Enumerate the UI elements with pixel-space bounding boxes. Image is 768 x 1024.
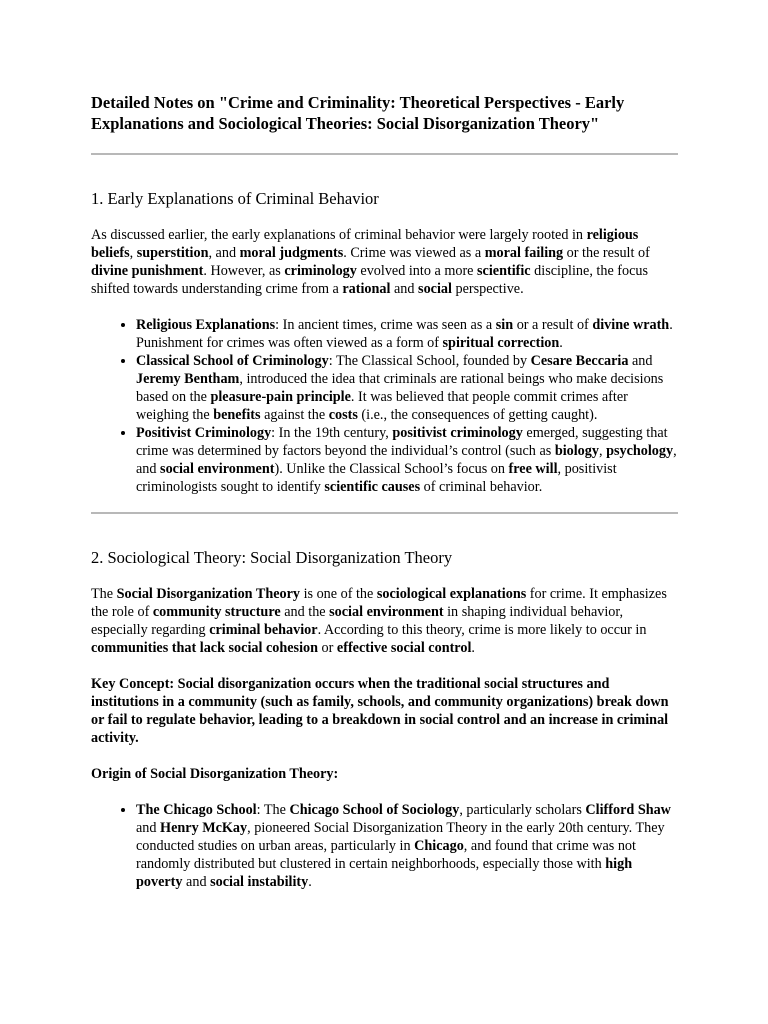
- section-1-intro: [91, 226, 678, 298]
- text-run: evolved into a more: [356, 263, 478, 279]
- text-run: . It was believed that people commit crimes after weighing the: [136, 389, 628, 423]
- bold-term: social environment: [329, 604, 444, 620]
- bold-term: social environment: [160, 461, 275, 477]
- text-run: and: [390, 281, 419, 297]
- bold-term: The Chicago School: [136, 802, 257, 818]
- text-run: (i.e., the consequences of getting caught).: [357, 407, 598, 423]
- text-run: and the: [280, 604, 330, 620]
- text-run: and: [136, 820, 161, 836]
- bold-term: religious beliefs: [91, 227, 639, 261]
- bold-term: Henry McKay: [160, 820, 248, 836]
- divider-1: [91, 153, 678, 155]
- bold-term: Positivist Criminology: [136, 425, 272, 441]
- bold-term: Social Disorganization Theory: [116, 586, 301, 602]
- text-run: : In ancient times, crime was seen as a: [275, 317, 496, 333]
- text-run: is one of the: [300, 586, 377, 602]
- text-run: and: [182, 874, 211, 890]
- text-run: discipline, the focus shifted towards understanding crime from a: [91, 263, 649, 297]
- bold-term: Classical School of Criminology: [136, 353, 329, 369]
- text-run: : The: [256, 802, 290, 818]
- text-run: emerged, suggesting that crime was determined by factors beyond the individual’s control (such as: [136, 425, 668, 459]
- bold-term: scientific: [477, 263, 531, 279]
- bold-term: biology: [554, 443, 599, 459]
- text-run: and: [628, 353, 653, 369]
- text-run: ). Unlike the Classical School’s focus on: [274, 461, 509, 477]
- bold-term: pleasure-pain principle: [210, 389, 351, 405]
- bold-term: criminal behavior: [209, 622, 318, 638]
- bold-term: effective social control: [336, 640, 472, 656]
- bold-term: positivist criminology: [392, 425, 523, 441]
- text-run: , introduced the idea that criminals are rational beings who make decisions based on the: [136, 371, 664, 405]
- text-run: As discussed earlier, the early explanations of criminal behavior were largely rooted in: [91, 227, 587, 243]
- bullet-classical-school: [136, 352, 678, 424]
- text-run: for crime. It emphasizes the role of: [91, 586, 667, 620]
- text-run: . Punishment for crimes was often viewed as a form of: [136, 317, 673, 351]
- text-run: .: [559, 335, 563, 351]
- bullet-chicago-school: [136, 801, 678, 891]
- bold-term: moral judgments: [239, 245, 344, 261]
- bold-term: free will: [508, 461, 558, 477]
- text-run: ,: [598, 443, 607, 459]
- bold-term: superstition: [136, 245, 209, 261]
- text-run: , and: [136, 443, 677, 477]
- bold-term: psychology: [606, 443, 674, 459]
- bullet-positivist-criminology: [136, 424, 678, 496]
- text-run: against the: [260, 407, 329, 423]
- bold-term: social instability: [210, 874, 309, 890]
- text-run: or: [318, 640, 337, 656]
- text-run: .: [308, 874, 312, 890]
- text-run: , positivist criminologists sought to identify: [136, 461, 617, 495]
- text-run: ,: [129, 245, 137, 261]
- text-run: The: [91, 586, 117, 602]
- text-run: of criminal behavior.: [420, 479, 543, 495]
- text-run: , pioneered Social Disorganization Theory in the early 20th century. They conducted studies on urban areas, particularly in: [136, 820, 665, 854]
- bold-term: Clifford Shaw: [585, 802, 671, 818]
- text-run: or a result of: [513, 317, 593, 333]
- text-run: or the result of: [563, 245, 650, 261]
- bold-term: Jeremy Bentham: [136, 371, 240, 387]
- text-run: , particularly scholars: [459, 802, 586, 818]
- text-run: .: [471, 640, 475, 656]
- bold-term: social: [418, 281, 452, 297]
- origin-heading: Origin of Social Disorganization Theory:: [91, 766, 339, 782]
- text-run: . However, as: [203, 263, 285, 279]
- divider-2: [91, 512, 678, 514]
- bold-term: spiritual correction: [442, 335, 560, 351]
- section-2-heading: 2. Sociological Theory: Social Disorganization Theory: [91, 548, 453, 567]
- key-concept: Key Concept: Social disorganization occurs when the traditional social structures and institutions in a community (such as family, schools, and community organizations) break down or fail to regulate behavior, leading to a breakdown in social control and an increase in criminal activity.: [91, 676, 669, 746]
- bold-term: divine wrath: [592, 317, 670, 333]
- bold-term: sociological explanations: [376, 586, 527, 602]
- bold-term: communities that lack social cohesion: [91, 640, 318, 656]
- bold-term: scientific causes: [324, 479, 421, 495]
- bold-term: divine punishment: [91, 263, 204, 279]
- section-1-bullet-list: [91, 316, 678, 496]
- section-2-bullet-list: [91, 801, 678, 891]
- text-run: in shaping individual behavior, especially regarding: [91, 604, 624, 638]
- document-title: Detailed Notes on "Crime and Criminality: Theoretical Perspectives - Early Explanations and Sociological Theories: Social Disorganization Theory": [91, 93, 625, 133]
- bold-term: Cesare Beccaria: [530, 353, 629, 369]
- text-run: : The Classical School, founded by: [328, 353, 531, 369]
- text-run: . According to this theory, crime is more likely to occur in: [317, 622, 647, 638]
- bold-term: costs: [328, 407, 358, 423]
- text-run: : In the 19th century,: [271, 425, 393, 441]
- bold-term: community structure: [152, 604, 281, 620]
- bold-term: benefits: [213, 407, 261, 423]
- bold-term: moral failing: [484, 245, 564, 261]
- bold-term: Chicago: [414, 838, 464, 854]
- bold-term: high poverty: [136, 856, 633, 890]
- bold-term: criminology: [284, 263, 357, 279]
- bold-term: Religious Explanations: [136, 317, 276, 333]
- bold-term: Chicago School of Sociology: [289, 802, 460, 818]
- text-run: . Crime was viewed as a: [343, 245, 485, 261]
- bold-term: rational: [342, 281, 391, 297]
- text-run: , and: [208, 245, 240, 261]
- bullet-religious-explanations: [136, 316, 678, 352]
- section-1-heading: 1. Early Explanations of Criminal Behavior: [91, 189, 379, 208]
- bold-term: sin: [495, 317, 514, 333]
- text-run: perspective.: [451, 281, 524, 297]
- section-2-intro: [91, 585, 678, 657]
- text-run: , and found that crime was not randomly distributed but clustered in certain neighborhoods, especially those with: [136, 838, 636, 872]
